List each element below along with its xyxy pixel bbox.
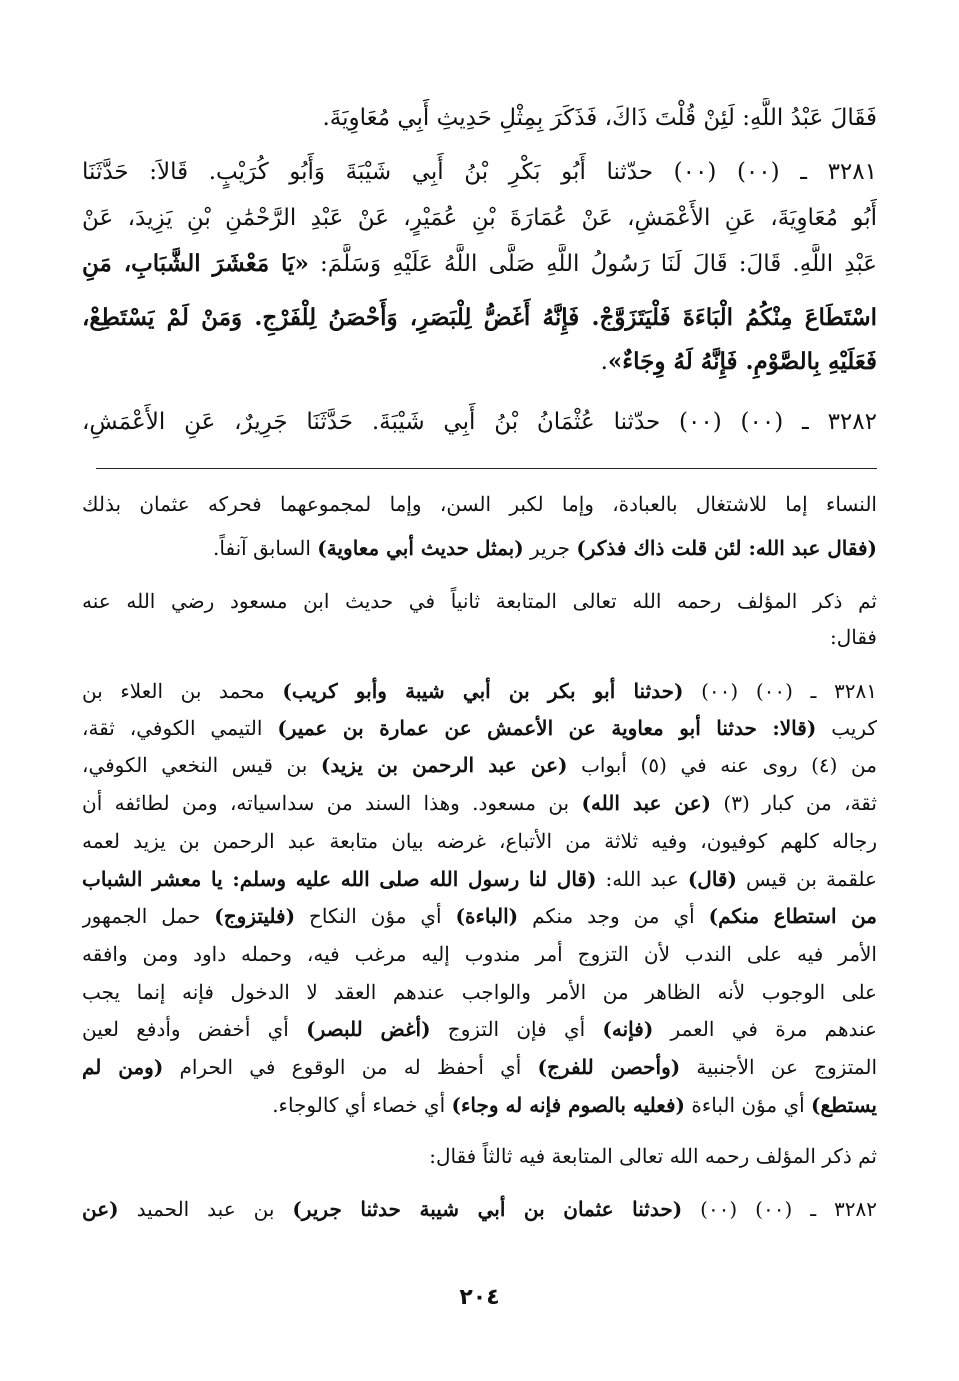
- commentary-line: [82, 862, 877, 896]
- bold-text-run: (وأحصن للفرج): [537, 1055, 681, 1079]
- text-run: فقال:: [829, 625, 877, 649]
- bold-text-run: «يَا مَعْشَرَ الشَّبَابِ، مَنِ: [82, 250, 309, 277]
- bold-text-run: (أغض للبصر): [306, 1017, 431, 1041]
- text-run: بن قيس النخعي الكوفي،: [82, 753, 321, 777]
- text-run: كريب: [816, 716, 877, 740]
- text-run: المتزوج عن الأجنبية: [680, 1055, 877, 1079]
- bold-text-run: (عن عبد الله): [581, 791, 712, 815]
- hadith-line: [82, 342, 877, 382]
- commentary-line: [82, 487, 877, 521]
- bold-text-run: (فقال عبد الله: لئن قلت ذاك فذكر): [576, 536, 877, 560]
- bold-text-run: (حدثنا أبو بكر بن أبي شيبة وأبو كريب): [282, 679, 684, 703]
- text-run: أي فإن التزوج: [430, 1017, 603, 1041]
- text-run: جرير: [523, 536, 577, 560]
- text-run: على الوجوب لأنه الظاهر من الأمر والواجب عندهم العقد لا الدخول فإنه إنما يجب: [82, 980, 877, 1004]
- text-run: أَبُو مُعَاوِيَةَ، عَنِ الأَعْمَشِ، عَنْ عُمَارَةَ بْنِ عُمَيْرٍ، عَنْ عَبْدِ الرَّحْمَٰنِ بْنِ يَزِيدَ، عَنْ: [82, 205, 877, 231]
- commentary-line: [82, 824, 877, 858]
- bold-text-run: (قال): [687, 867, 737, 891]
- text-run: أي من وجد منكم: [518, 904, 709, 928]
- commentary-line: [82, 1050, 877, 1084]
- text-run: أي أخفض وأدفع لعين: [82, 1017, 307, 1041]
- commentary-line: [82, 711, 877, 745]
- text-run: ثقة، من كبار (٣): [711, 791, 877, 815]
- commentary-line: [82, 937, 877, 971]
- footnote-divider: [96, 468, 877, 469]
- text-run: علقمة بن قيس: [736, 867, 877, 891]
- commentary-line: [82, 899, 877, 933]
- bold-text-run: (الباءة): [455, 904, 519, 928]
- text-run: بن مسعود. وهذا السند من سداسياته، ومن لطائفه أن: [82, 791, 582, 815]
- text-run: بن عبد الحميد: [118, 1197, 293, 1221]
- hadith-line: [82, 244, 877, 284]
- bold-text-run: (قالا: حدثنا أبو معاوية عن الأعمش عن عمارة بن عمير): [277, 716, 817, 740]
- text-run: ٣٢٨١ ـ (٠٠) (٠٠): [683, 679, 877, 703]
- text-run: .: [600, 349, 608, 375]
- commentary-line: [82, 786, 877, 820]
- text-run: حمل الجمهور: [82, 904, 215, 928]
- commentary-line: [82, 1088, 877, 1122]
- hadith-line: [82, 198, 877, 238]
- text-run: الأمر فيه على الندب لأن التزوج أمر مندوب إليه مرغب فيه، وحمله داود ومن وافقه: [82, 942, 877, 966]
- text-run: التيمي الكوفي، ثقة،: [82, 716, 278, 740]
- bold-text-run: (ومن لم: [82, 1055, 164, 1079]
- hadith-line: [82, 298, 877, 338]
- bold-text-run: (بمثل حديث أبي معاوية): [317, 536, 524, 560]
- hadith-line: [82, 152, 877, 192]
- bold-text-run: من استطاع منكم): [708, 904, 877, 928]
- text-run: أي خصاء أي كالوجاء.: [272, 1093, 452, 1117]
- bold-text-run: اسْتَطَاعَ مِنْكُمُ الْبَاءَةَ فَلْيَتَزَوَّجْ. فَإِنَّهُ أَغَضُّ لِلْبَصَرِ، وَأَحْصَنُ لِلْفَرْجِ. وَمَنْ لَمْ يَسْتَطِعْ،: [82, 304, 877, 331]
- hadith-line: [82, 98, 877, 138]
- text-run: عندهم مرة في العمر: [653, 1017, 877, 1041]
- commentary-line: [82, 748, 877, 782]
- text-run: ٣٢٨١ ـ (٠٠) (٠٠) حدّثنا أَبُو بَكْرِ بْنُ أَبِي شَيْبَةَ وَأَبُو كُرَيْبٍ. قَالاَ: حَدَّثَنَا: [82, 159, 877, 185]
- commentary-line: [82, 1012, 877, 1046]
- commentary-line: [82, 1139, 877, 1173]
- text-run: أي مؤن الباءة: [684, 1093, 812, 1117]
- bold-text-run: (عن: [82, 1197, 119, 1221]
- text-run: من (٤) روى عنه في (٥) أبواب: [567, 753, 877, 777]
- commentary-line: [82, 1192, 877, 1226]
- text-run: رجاله كلهم كوفيون، وفيه ثلاثة من الأتباع، غرضه بيان متابعة عبد الرحمن بن يزيد لعمه: [82, 829, 877, 853]
- text-run: فَقَالَ عَبْدُ اللَّهِ: لَئِنْ قُلْتَ ذَاكَ، فَذَكَرَ بِمِثْلِ حَدِيثِ أَبِي مُعَاوِيَةَ.: [322, 105, 877, 131]
- commentary-line: [82, 674, 877, 708]
- hadith-line: [82, 402, 877, 442]
- text-run: ثم ذكر المؤلف رحمه الله تعالى المتابعة فيه ثالثاً فقال:: [429, 1144, 877, 1168]
- bold-text-run: فَعَلَيْهِ بِالصَّوْمِ. فَإِنَّهُ لَهُ وِجَاءٌ»: [607, 348, 877, 375]
- bold-text-run: (حدثنا عثمان بن أبي شيبة حدثنا جرير): [292, 1197, 683, 1221]
- commentary-line: [82, 975, 877, 1009]
- text-run: أي مؤن النكاح: [295, 904, 456, 928]
- text-run: محمد بن العلاء بن: [82, 679, 283, 703]
- text-run: أي أحفظ له من الوقوع في الحرام: [163, 1055, 538, 1079]
- bold-text-run: (عن عبد الرحمن بن يزيد): [320, 753, 568, 777]
- text-run: السابق آنفاً.: [213, 536, 318, 560]
- text-run: عبد الله:: [596, 867, 688, 891]
- text-run: ٣٢٨٢ ـ (٠٠) (٠٠) حدّثنا عُثْمَانُ بْنُ أَبِي شَيْبَةَ. حَدَّثَنَا جَرِيرٌ، عَنِ الأَعْمَشِ،: [82, 409, 877, 435]
- bold-text-run: (فليتزوج): [214, 904, 296, 928]
- bold-text-run: يستطع): [811, 1093, 877, 1117]
- text-run: النساء إما للاشتغال بالعبادة، وإما لكبر السن، وإما لمجموعهما فحركه عثمان بذلك: [82, 492, 877, 516]
- text-run: ٣٢٨٢ ـ (٠٠) (٠٠): [682, 1197, 877, 1221]
- text-run: عَبْدِ اللَّهِ. قَالَ: قَالَ لَنَا رَسُولُ اللَّهِ صَلَّى اللَّهُ عَلَيْهِ وَسَلَّمَ:: [308, 251, 877, 277]
- bold-text-run: (فعليه بالصوم فإنه له وجاء): [451, 1093, 685, 1117]
- bold-text-run: (فإنه): [602, 1017, 654, 1041]
- text-run: ثم ذكر المؤلف رحمه الله تعالى المتابعة ثانياً في حديث ابن مسعود رضي الله عنه: [82, 589, 877, 613]
- commentary-line: [82, 584, 877, 618]
- commentary-line: [82, 531, 877, 565]
- commentary-line: [82, 620, 877, 654]
- bold-text-run: (قال لنا رسول الله صلى الله عليه وسلم: يا معشر الشباب: [82, 867, 597, 891]
- page-number: ٢٠٤: [459, 1285, 500, 1310]
